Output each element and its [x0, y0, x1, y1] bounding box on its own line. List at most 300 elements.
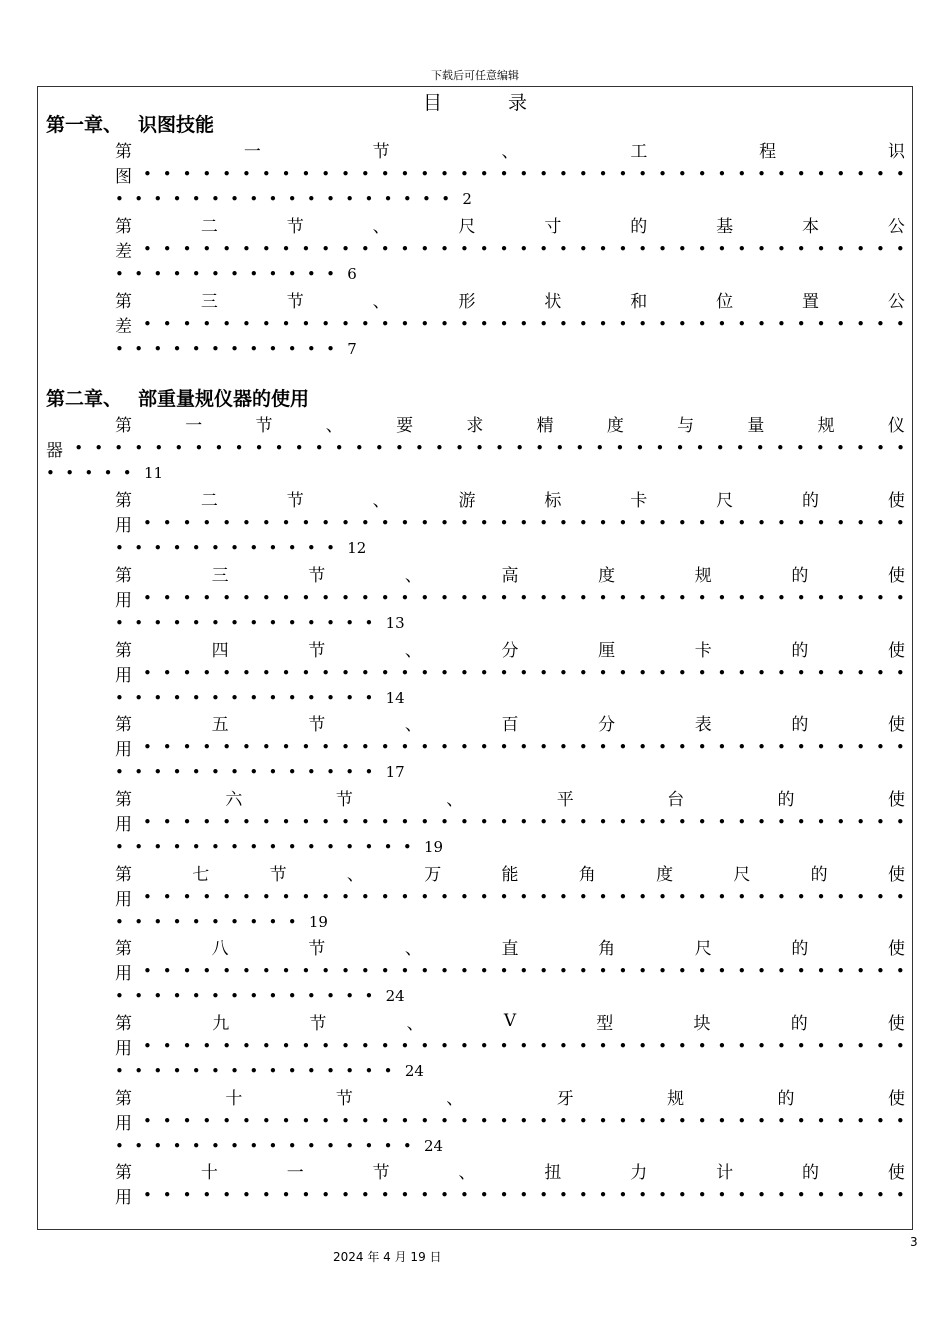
leader-dot: •: [301, 1112, 311, 1130]
leader-dot: •: [896, 439, 905, 457]
leader-dot: •: [697, 165, 707, 183]
leader-dot: •: [578, 813, 588, 831]
leader-dot: •: [618, 738, 628, 756]
leader-dot: •: [420, 1037, 430, 1055]
toc-entry-char: 的: [777, 789, 795, 810]
toc-entry-char: 、: [346, 864, 364, 885]
leader-dot: •: [737, 664, 747, 682]
leader-dot: •: [658, 240, 667, 258]
toc-entry-char: 一: [243, 141, 261, 162]
leader-dot: •: [182, 315, 192, 333]
leader-dot: •: [420, 1186, 430, 1204]
leader-dot: •: [380, 738, 390, 756]
toc-dot-leader: [115, 313, 905, 335]
leader-dot: •: [301, 1186, 311, 1204]
toc-entry-char: 六: [225, 789, 243, 810]
leader-dot: •: [535, 439, 545, 457]
leader-dot: •: [364, 614, 374, 632]
toc-page-ref[interactable]: [115, 263, 357, 285]
toc-entry-char: 节: [309, 1013, 327, 1034]
leader-dot: •: [249, 340, 259, 358]
leader-dot: •: [757, 664, 766, 682]
toc-entry-char: 程: [759, 141, 777, 162]
leader-dot: •: [249, 265, 259, 283]
toc-entry-char: 节: [335, 1088, 353, 1109]
leader-dot: •: [658, 315, 667, 333]
leader-dot: •: [202, 1112, 212, 1130]
toc-page-number: 19: [308, 913, 328, 931]
leader-dot: •: [539, 514, 549, 532]
leader-dot: •: [142, 888, 152, 906]
leader-dot: •: [268, 265, 278, 283]
leader-dot: •: [321, 1186, 331, 1204]
leader-dot: •: [153, 1062, 163, 1080]
leader-dot: •: [519, 962, 529, 980]
leader-dot: •: [162, 1037, 172, 1055]
leader-dot: •: [618, 165, 628, 183]
leader-dot: •: [598, 1037, 608, 1055]
toc-page-ref[interactable]: [115, 338, 357, 360]
leader-dot: •: [345, 838, 355, 856]
leader-dot: •: [341, 589, 350, 607]
leader-dot: •: [618, 1186, 628, 1204]
leader-dot: •: [134, 763, 144, 781]
leader-dot: •: [655, 439, 665, 457]
leader-dot: •: [737, 962, 747, 980]
leader-dot: •: [321, 315, 331, 333]
toc-entry-char: 牙: [556, 1088, 574, 1109]
toc-entry-heading[interactable]: [115, 786, 905, 808]
toc-entry-heading[interactable]: [115, 711, 905, 733]
leader-dot: •: [306, 539, 316, 557]
leader-dot: •: [459, 514, 469, 532]
leader-dot: •: [598, 1112, 608, 1130]
leader-dot: •: [856, 589, 866, 607]
toc-entry-char: 节: [308, 565, 326, 586]
leader-dot: •: [675, 439, 685, 457]
leader-dot: •: [499, 1186, 509, 1204]
leader-dot: •: [856, 664, 866, 682]
leader-dot: •: [578, 962, 588, 980]
leader-dot: •: [440, 514, 449, 532]
leader-dot: •: [142, 664, 152, 682]
toc-page-ref[interactable]: [115, 188, 472, 210]
leader-dot: •: [539, 165, 549, 183]
leader-dot: •: [578, 514, 588, 532]
leader-dot: •: [559, 165, 568, 183]
toc-entry-char: 使: [887, 1013, 905, 1034]
chapter-number: 第一章、: [46, 114, 123, 136]
toc-entry-char: 节: [286, 291, 304, 312]
leader-dot: •: [222, 1112, 232, 1130]
leader-dot: •: [479, 315, 489, 333]
leader-dot: •: [191, 689, 201, 707]
leader-dot: •: [191, 539, 201, 557]
toc-entry-heading[interactable]: [115, 1159, 905, 1181]
toc-entry-char: 本: [802, 216, 819, 237]
leader-dot: •: [182, 589, 192, 607]
leader-dot: •: [249, 838, 259, 856]
toc-page-ref[interactable]: [115, 612, 405, 634]
leader-dot: •: [222, 738, 232, 756]
leader-dot: •: [142, 165, 152, 183]
toc-entry-char: 第: [115, 938, 132, 959]
leader-dot: •: [326, 539, 335, 557]
leader-dot: •: [249, 763, 259, 781]
leader-dot: •: [326, 340, 335, 358]
leader-dot: •: [301, 888, 311, 906]
leader-dot: •: [134, 190, 144, 208]
toc-entry-heading[interactable]: [115, 935, 905, 957]
leader-dot: •: [459, 813, 469, 831]
toc-entry-char: 的: [777, 1088, 795, 1109]
leader-dot: •: [499, 1112, 509, 1130]
leader-dot: •: [519, 664, 529, 682]
toc-entry-char: 使: [888, 640, 905, 661]
toc-entry-heading[interactable]: [115, 213, 905, 235]
toc-entry-lead-char: 器: [46, 440, 63, 461]
leader-dot: •: [301, 165, 311, 183]
leader-dot: •: [400, 813, 410, 831]
leader-dot: •: [249, 689, 259, 707]
leader-dot: •: [479, 589, 489, 607]
leader-dot: •: [345, 689, 355, 707]
leader-dot: •: [294, 439, 304, 457]
leader-dot: •: [222, 315, 232, 333]
leader-dot: •: [142, 738, 152, 756]
leader-dot: •: [677, 1112, 687, 1130]
toc-entry-char: 、: [404, 714, 422, 735]
leader-dot: •: [249, 913, 259, 931]
leader-dot: •: [420, 315, 430, 333]
leader-dot: •: [182, 514, 192, 532]
toc-entry-heading[interactable]: [115, 637, 905, 659]
leader-dot: •: [380, 589, 390, 607]
leader-dot: •: [326, 689, 335, 707]
leader-dot: •: [360, 888, 370, 906]
leader-dot: •: [876, 1112, 885, 1130]
leader-dot: •: [440, 664, 449, 682]
leader-dot: •: [222, 514, 232, 532]
leader-dot: •: [638, 240, 648, 258]
leader-dot: •: [281, 1037, 291, 1055]
leader-dot: •: [210, 987, 220, 1005]
leader-dot: •: [638, 1037, 648, 1055]
leader-dot: •: [153, 190, 163, 208]
leader-dot: •: [122, 464, 132, 482]
leader-dot: •: [856, 315, 866, 333]
leader-dot: •: [876, 514, 885, 532]
toc-page-number: 14: [385, 689, 405, 707]
toc-entry-char: 表: [694, 714, 712, 735]
leader-dot: •: [856, 240, 866, 258]
leader-dot: •: [876, 165, 885, 183]
toc-entry-char: 、: [372, 291, 390, 312]
toc-entry-lead-char: 图: [115, 166, 132, 187]
leader-dot: •: [459, 1112, 469, 1130]
leader-dot: •: [306, 190, 316, 208]
leader-dot: •: [261, 165, 271, 183]
toc-entry-char: 节: [372, 141, 390, 162]
leader-dot: •: [153, 340, 163, 358]
leader-dot: •: [575, 439, 585, 457]
leader-dot: •: [210, 614, 220, 632]
leader-dot: •: [776, 664, 786, 682]
toc-entry-heading[interactable]: [115, 861, 905, 883]
leader-dot: •: [598, 315, 608, 333]
leader-dot: •: [578, 664, 588, 682]
leader-dot: •: [222, 888, 232, 906]
toc-entry-char: 的: [630, 216, 648, 237]
leader-dot: •: [134, 614, 144, 632]
leader-dot: •: [142, 1186, 152, 1204]
leader-dot: •: [776, 813, 786, 831]
toc-entry-char: 精: [536, 415, 554, 436]
leader-dot: •: [380, 165, 390, 183]
leader-dot: •: [287, 913, 297, 931]
leader-dot: •: [210, 1137, 220, 1155]
toc-entry-char: 万: [424, 864, 442, 885]
leader-dot: •: [400, 589, 410, 607]
toc-page-ref[interactable]: [115, 1060, 424, 1082]
leader-dot: •: [364, 1137, 374, 1155]
leader-dot: •: [440, 813, 449, 831]
leader-dot: •: [287, 763, 297, 781]
leader-dot: •: [658, 962, 667, 980]
leader-dot: •: [757, 1186, 766, 1204]
toc-entry-char: 能: [501, 864, 519, 885]
leader-dot: •: [142, 1112, 152, 1130]
leader-dot: •: [326, 1137, 335, 1155]
leader-dot: •: [816, 664, 826, 682]
leader-dot: •: [172, 987, 182, 1005]
leader-dot: •: [162, 813, 172, 831]
leader-dot: •: [796, 813, 806, 831]
leader-dot: •: [321, 888, 331, 906]
toc-page-ref[interactable]: [115, 911, 328, 933]
leader-dot: •: [440, 1112, 449, 1130]
leader-dot: •: [658, 1112, 667, 1130]
toc-entry-heading[interactable]: [115, 1085, 905, 1107]
leader-dot: •: [341, 1112, 350, 1130]
leader-dot: •: [598, 589, 608, 607]
leader-dot: •: [440, 1037, 449, 1055]
toc-entry-heading[interactable]: [115, 1010, 905, 1032]
toc-page-ref[interactable]: [46, 462, 163, 484]
leader-dot: •: [519, 589, 529, 607]
toc-entry-char: 的: [802, 1162, 819, 1183]
toc-page-ref[interactable]: [115, 985, 405, 1007]
leader-dot: •: [202, 738, 212, 756]
leader-dot: •: [776, 738, 786, 756]
leader-dot: •: [65, 464, 75, 482]
leader-dot: •: [658, 514, 667, 532]
toc-entry-char: 二: [200, 216, 218, 237]
leader-dot: •: [658, 1186, 667, 1204]
toc-entry-char: 公: [887, 216, 905, 237]
leader-dot: •: [242, 315, 251, 333]
toc-page-ref[interactable]: [115, 1135, 443, 1157]
leader-dot: •: [230, 689, 239, 707]
leader-dot: •: [459, 589, 469, 607]
toc-entry-heading[interactable]: [115, 288, 905, 310]
toc-entry-char: 百: [501, 714, 519, 735]
toc-page-ref[interactable]: [115, 687, 405, 709]
toc-page-ref[interactable]: [115, 761, 405, 783]
leader-dot: •: [115, 763, 124, 781]
toc-page-ref[interactable]: [115, 836, 443, 858]
leader-dot: •: [230, 838, 239, 856]
leader-dot: •: [134, 689, 144, 707]
leader-dot: •: [142, 1037, 152, 1055]
page-number: 3: [910, 1235, 918, 1249]
leader-dot: •: [380, 1112, 390, 1130]
toc-entry-char: 角: [578, 864, 596, 885]
leader-dot: •: [697, 1186, 707, 1204]
toc-entry-heading[interactable]: [115, 138, 905, 160]
toc-entry-char: 与: [677, 415, 695, 436]
leader-dot: •: [142, 514, 152, 532]
toc-entry-char: 台: [667, 789, 685, 810]
leader-dot: •: [341, 1037, 350, 1055]
leader-dot: •: [816, 165, 826, 183]
leader-dot: •: [162, 962, 172, 980]
leader-dot: •: [737, 1037, 747, 1055]
toc-entry-lead-char: 用: [115, 889, 132, 910]
leader-dot: •: [191, 265, 201, 283]
leader-dot: •: [757, 888, 766, 906]
leader-dot: •: [162, 514, 172, 532]
toc-entry-char: 、: [404, 640, 422, 661]
toc-entry-heading[interactable]: [115, 487, 905, 509]
leader-dot: •: [74, 439, 84, 457]
leader-dot: •: [459, 962, 469, 980]
leader-dot: •: [210, 838, 220, 856]
leader-dot: •: [202, 1037, 212, 1055]
leader-dot: •: [618, 1112, 628, 1130]
leader-dot: •: [249, 190, 259, 208]
leader-dot: •: [795, 439, 805, 457]
leader-dot: •: [737, 888, 747, 906]
leader-dot: •: [677, 165, 687, 183]
leader-dot: •: [400, 1186, 410, 1204]
leader-dot: •: [539, 664, 549, 682]
leader-dot: •: [301, 738, 311, 756]
leader-dot: •: [816, 962, 826, 980]
leader-dot: •: [876, 240, 885, 258]
leader-dot: •: [737, 589, 747, 607]
toc-entry-char: 第: [115, 1088, 132, 1109]
leader-dot: •: [578, 165, 588, 183]
leader-dot: •: [440, 165, 449, 183]
toc-entry-lead-char: 用: [115, 590, 132, 611]
toc-entry-char: 块: [693, 1013, 711, 1034]
leader-dot: •: [717, 738, 727, 756]
leader-dot: •: [268, 838, 278, 856]
leader-dot: •: [499, 589, 509, 607]
leader-dot: •: [281, 888, 291, 906]
leader-dot: •: [202, 315, 212, 333]
leader-dot: •: [360, 962, 370, 980]
leader-dot: •: [202, 664, 212, 682]
leader-dot: •: [717, 589, 727, 607]
leader-dot: •: [306, 689, 316, 707]
leader-dot: •: [287, 1062, 297, 1080]
leader-dot: •: [360, 813, 370, 831]
leader-dot: •: [559, 589, 568, 607]
toc-entry-heading[interactable]: [115, 562, 905, 584]
leader-dot: •: [360, 1037, 370, 1055]
leader-dot: •: [615, 439, 625, 457]
leader-dot: •: [737, 1112, 747, 1130]
leader-dot: •: [638, 165, 648, 183]
leader-dot: •: [559, 1037, 568, 1055]
leader-dot: •: [142, 240, 152, 258]
leader-dot: •: [677, 813, 687, 831]
leader-dot: •: [836, 589, 846, 607]
leader-dot: •: [281, 813, 291, 831]
toc-entry-char: 的: [790, 1013, 808, 1034]
leader-dot: •: [519, 888, 529, 906]
leader-dot: •: [326, 838, 335, 856]
leader-dot: •: [115, 913, 124, 931]
leader-dot: •: [222, 240, 232, 258]
toc-page-number: 24: [404, 1062, 424, 1080]
leader-dot: •: [459, 738, 469, 756]
leader-dot: •: [895, 589, 905, 607]
leader-dot: •: [162, 240, 172, 258]
leader-dot: •: [341, 738, 350, 756]
leader-dot: •: [895, 888, 905, 906]
toc-entry-char: 卡: [630, 490, 648, 511]
leader-dot: •: [301, 813, 311, 831]
toc-dot-leader: [115, 886, 905, 908]
toc-entry-heading[interactable]: [115, 412, 905, 434]
leader-dot: •: [836, 888, 846, 906]
leader-dot: •: [182, 813, 192, 831]
leader-dot: •: [559, 962, 568, 980]
leader-dot: •: [539, 589, 549, 607]
leader-dot: •: [856, 962, 866, 980]
toc-entry-char: 、: [372, 216, 390, 237]
leader-dot: •: [383, 190, 393, 208]
toc-entry-char: 第: [115, 714, 132, 735]
leader-dot: •: [301, 589, 311, 607]
leader-dot: •: [440, 240, 449, 258]
leader-dot: •: [638, 738, 648, 756]
leader-dot: •: [519, 315, 529, 333]
leader-dot: •: [816, 240, 826, 258]
leader-dot: •: [162, 589, 172, 607]
leader-dot: •: [162, 1112, 172, 1130]
leader-dot: •: [440, 589, 449, 607]
leader-dot: •: [717, 165, 727, 183]
leader-dot: •: [172, 913, 182, 931]
leader-dot: •: [479, 165, 489, 183]
leader-dot: •: [202, 888, 212, 906]
leader-dot: •: [435, 439, 444, 457]
toc-page-ref[interactable]: [115, 537, 366, 559]
chapter-number: 第二章、: [46, 388, 123, 410]
leader-dot: •: [638, 664, 648, 682]
toc-entry-char: 第: [115, 640, 132, 661]
header-note: 下载后可任意编辑: [431, 69, 519, 82]
leader-dot: •: [281, 1186, 291, 1204]
leader-dot: •: [274, 439, 284, 457]
leader-dot: •: [230, 913, 239, 931]
toc-entry-char: 基: [716, 216, 734, 237]
leader-dot: •: [249, 987, 259, 1005]
